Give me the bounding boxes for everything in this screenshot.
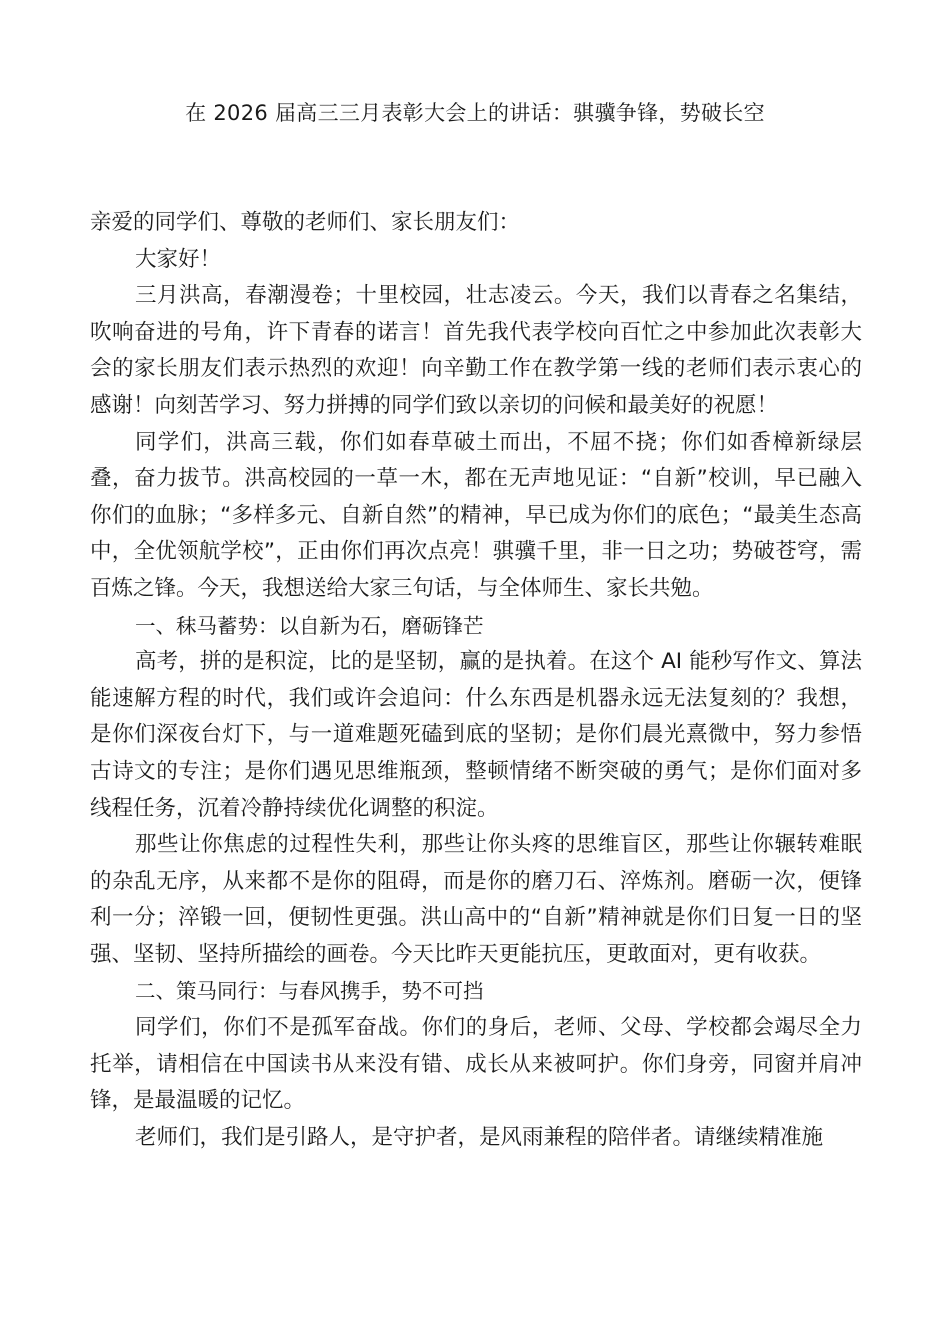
paragraph-section1-a: 高考，拼的是积淀，比的是坚韧，赢的是执着。在这个 AI 能秒写作文、算法能速解方程的时代，我们或许会追问：什么东西是机器永远无法复刻的？我想，是你们深夜台灯下，与一道难题死磕到底的坚韧；是你们晨光熹微中，努力参悟古诗文的专注；是你们遇见思维瓶颈，整顿情绪不断突破的勇气；是你们面对多线程任务，沉着冷静持续优化调整的积淀。 <box>90 649 862 821</box>
greeting: 大家好！ <box>135 246 222 272</box>
paragraph-students: 同学们，洪高三载，你们如春草破土而出，不屈不挠；你们如香樟新绿层叠，奋力拔节。洪高校园的一草一木，都在无声地见证：“自新”校训，早已融入你们的血脉；“多样多元、自新自然”的精神，早已成为你们的底色；“最美生态高中，全优领航学校”，正由你们再次点亮！骐骥千里，非一日之功；势破苍穹，需百炼之锋。今天，我想送给大家三句话，与全体师生、家长共勉。 <box>90 429 862 601</box>
paragraph-opening: 三月洪高，春潮漫卷；十里校园，壮志凌云。今天，我们以青春之名集结，吹响奋进的号角，许下青春的诺言！首先我代表学校向百忙之中参加此次表彰大会的家长朋友们表示热烈的欢迎！向辛勤工作在教学第一线的老师们表示衷心的感谢！向刻苦学习、努力拼搏的同学们致以亲切的问候和最美好的祝愿！ <box>90 283 862 418</box>
document-title: 在 2026 届高三三月表彰大会上的讲话：骐骥争锋，势破长空 <box>185 101 765 125</box>
salutation: 亲爱的同学们、尊敬的老师们、家长朋友们： <box>90 210 521 235</box>
document-body <box>90 205 862 1156</box>
paragraph-section2-a: 同学们，你们不是孤军奋战。你们的身后，老师、父母、学校都会竭尽全力托举，请相信在中国读书从来没有错、成长从来被呵护。你们身旁，同窗并肩冲锋，是最温暖的记忆。 <box>90 1015 862 1114</box>
section-heading-1: 一、秣马蓄势：以自新为石，磨砺锋芒 <box>135 613 484 638</box>
paragraph-section1-b: 那些让你焦虑的过程性失利，那些让你头疼的思维盲区，那些让你辗转难眠的杂乱无序，从来都不是你的阻碍，而是你的磨刀石、淬炼剂。磨砺一次，便锋利一分；淬锻一回，便韧性更强。洪山高中的“自新”精神就是你们日复一日的坚强、坚韧、坚持所描绘的画卷。今天比昨天更能抗压，更敢面对，更有收获。 <box>90 832 862 967</box>
section-heading-2: 二、策马同行：与春风携手，势不可挡 <box>135 979 484 1004</box>
paragraph-section2-b: 老师们，我们是引路人，是守护者，是风雨兼程的陪伴者。请继续精准施 <box>135 1124 824 1150</box>
